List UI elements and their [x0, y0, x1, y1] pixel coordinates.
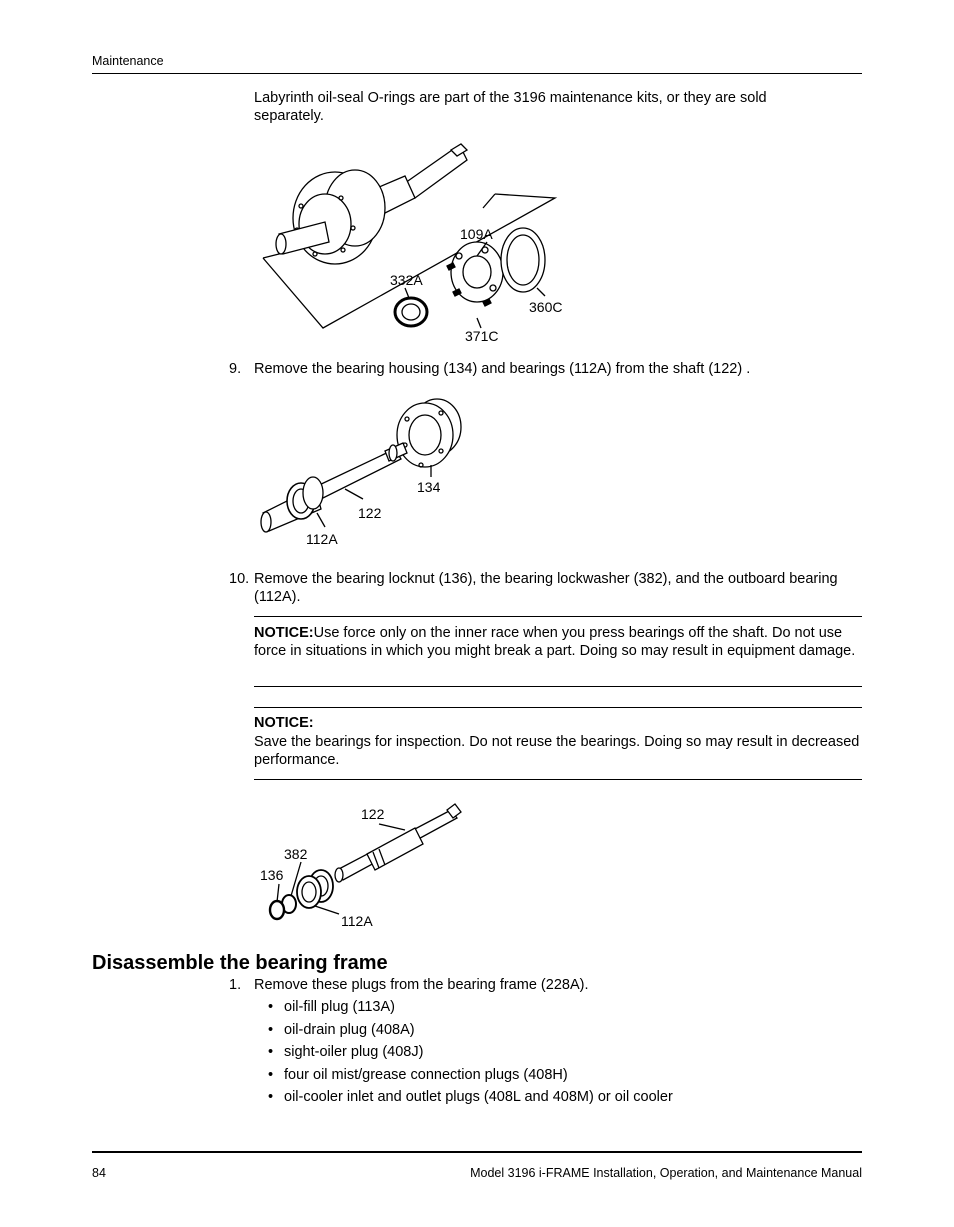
bullet-item: • four oil mist/grease connection plugs (408H) — [268, 1067, 568, 1083]
fig2-label-112a: 112A — [306, 531, 338, 547]
notice-1-bottom-rule — [254, 686, 862, 687]
footer-rule — [92, 1151, 862, 1153]
step-9-number: 9. — [229, 361, 242, 377]
notice-2-text: Save the bearings for inspection. Do not reuse the bearings. Doing so may result in decreased performance. — [254, 734, 860, 768]
fig1-label-109a: 109A — [460, 226, 493, 242]
fig2-label-122: 122 — [358, 505, 382, 521]
notice-2-bottom-rule — [254, 779, 862, 780]
bullet-item: • sight-oiler plug (408J) — [268, 1044, 424, 1060]
figure-housing-and-bearings-removal — [255, 395, 475, 553]
fig3-label-112a: 112A — [341, 913, 373, 929]
notice-1-label: NOTICE: — [254, 625, 314, 641]
manual-title: Model 3196 i-FRAME Installation, Operation, and Maintenance Manual — [470, 1166, 862, 1180]
step-10-number: 10. — [229, 571, 250, 587]
fig3-label-382: 382 — [284, 846, 308, 862]
fig2-label-134: 134 — [417, 479, 441, 495]
notice-2-top-rule — [254, 707, 862, 708]
notice-2-label: NOTICE: — [254, 715, 314, 731]
step-9-text: Remove the bearing housing (134) and bearings (112A) from the shaft (122) . — [254, 361, 751, 377]
figure-labyrinth-seal-exploded — [255, 138, 575, 348]
section-step-1-number: 1. — [229, 977, 242, 993]
header-rule — [92, 73, 862, 74]
running-header: Maintenance — [92, 54, 164, 68]
fig1-label-360c: 360C — [529, 299, 563, 315]
fig3-label-136: 136 — [260, 867, 284, 883]
page-number: 84 — [92, 1166, 106, 1180]
bullet-item: • oil-fill plug (113A) — [268, 999, 395, 1015]
fig1-label-332a: 332A — [390, 272, 423, 288]
section-step-1-text: Remove these plugs from the bearing frame (228A). — [254, 977, 589, 993]
intro-paragraph: Labyrinth oil-seal O-rings are part of the 3196 maintenance kits, or they are sold separately. — [254, 90, 767, 124]
bullet-item: • oil-cooler inlet and outlet plugs (408L and 408M) or oil cooler — [268, 1089, 673, 1105]
bullet-item: • oil-drain plug (408A) — [268, 1022, 415, 1038]
fig1-label-371c: 371C — [465, 328, 499, 344]
fig3-label-122: 122 — [361, 806, 385, 822]
notice-1-text: Use force only on the inner race when you press bearings off the shaft. Do not use force in situations in which you might break a part. Doing so may result in equipment damage. — [254, 625, 856, 659]
figure-outboard-bearing-removal — [255, 800, 470, 935]
section-heading: Disassemble the bearing frame — [92, 952, 388, 974]
notice-1-top-rule — [254, 616, 862, 617]
notice-1 — [254, 624, 860, 660]
step-10-text: Remove the bearing locknut (136), the bearing lockwasher (382), and the outboard bearing (112A). — [254, 571, 838, 605]
